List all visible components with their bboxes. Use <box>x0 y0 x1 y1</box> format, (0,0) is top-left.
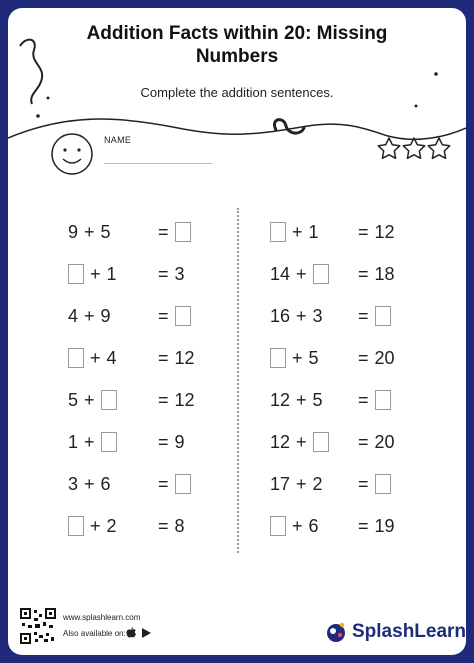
problem-row <box>246 296 466 338</box>
title-line-1: Addition Facts within 20: Missing <box>86 23 388 44</box>
title-line-2: Numbers <box>195 46 279 67</box>
problem-expression <box>270 430 370 452</box>
equals-sign: = <box>358 432 369 453</box>
addend-2: 6 <box>100 474 111 495</box>
column-divider <box>237 208 239 553</box>
plus-sign: + <box>296 306 307 327</box>
answer-box[interactable] <box>101 432 117 452</box>
answer-box[interactable] <box>68 348 84 368</box>
problem-expression <box>68 220 168 242</box>
problem-expression <box>68 262 168 284</box>
sum-value: 12 <box>174 348 195 369</box>
addend-2: 1 <box>106 264 117 285</box>
addend-2: 3 <box>312 306 323 327</box>
problem-result <box>358 220 395 242</box>
wave-line <box>8 119 466 139</box>
sum-value: 19 <box>374 516 395 537</box>
problem-expression <box>270 388 370 410</box>
answer-box[interactable] <box>175 306 191 326</box>
problem-expression <box>270 472 370 494</box>
dot-decoration <box>36 114 40 118</box>
problem-result <box>358 262 395 284</box>
page-title <box>8 22 466 68</box>
name-label: NAME <box>104 135 132 145</box>
addend-2: 2 <box>106 516 117 537</box>
problem-row <box>16 464 236 506</box>
problem-expression <box>270 346 370 368</box>
addend-2: 4 <box>106 348 117 369</box>
addend-1: 4 <box>68 306 79 327</box>
equals-sign: = <box>158 348 169 369</box>
plus-sign: + <box>84 432 95 453</box>
plus-sign: + <box>292 516 303 537</box>
addend-2: 5 <box>312 390 323 411</box>
plus-sign: + <box>296 474 307 495</box>
play-store-icon[interactable] <box>142 628 151 638</box>
problem-result <box>358 472 391 494</box>
problem-row <box>16 254 236 296</box>
problem-result <box>358 388 391 410</box>
plus-sign: + <box>292 222 303 243</box>
answer-box[interactable] <box>313 432 329 452</box>
sum-value: 8 <box>174 516 185 537</box>
answer-box[interactable] <box>175 474 191 494</box>
equals-sign: = <box>358 264 369 285</box>
qr-code-icon <box>20 608 56 644</box>
answer-box[interactable] <box>313 264 329 284</box>
addend-1: 17 <box>270 474 291 495</box>
sum-value: 9 <box>174 432 185 453</box>
addend-1: 5 <box>68 390 79 411</box>
problem-expression <box>270 220 370 242</box>
store-icons <box>125 627 155 639</box>
addend-1: 12 <box>270 432 291 453</box>
brand-name: SplashLearn <box>352 621 466 642</box>
problem-row <box>246 380 466 422</box>
dot-decoration <box>415 105 418 108</box>
addend-1: 1 <box>68 432 79 453</box>
equals-sign: = <box>358 306 369 327</box>
instructions: Complete the addition sentences. <box>140 85 334 100</box>
plus-sign: + <box>84 474 95 495</box>
name-input-line[interactable] <box>104 163 212 164</box>
addend-2: 5 <box>100 222 111 243</box>
plus-sign: + <box>84 390 95 411</box>
addend-2: 2 <box>312 474 323 495</box>
plus-sign: + <box>292 348 303 369</box>
problem-result <box>158 346 195 368</box>
addend-1: 3 <box>68 474 79 495</box>
problems-right-column <box>246 212 466 548</box>
addend-2: 5 <box>308 348 319 369</box>
sum-value: 18 <box>374 264 395 285</box>
problem-result <box>158 514 185 536</box>
problem-row <box>16 422 236 464</box>
problem-row <box>16 212 236 254</box>
available-on-label: Also available on: <box>63 629 126 638</box>
problem-expression <box>270 304 370 326</box>
problem-expression <box>68 346 168 368</box>
equals-sign: = <box>358 222 369 243</box>
equals-sign: = <box>358 516 369 537</box>
problem-result <box>358 514 395 536</box>
answer-box[interactable] <box>175 222 191 242</box>
star-outline-icon <box>378 138 399 158</box>
problem-result <box>158 304 191 326</box>
problem-row <box>246 422 466 464</box>
problems-left-column <box>16 212 236 548</box>
plus-sign: + <box>84 222 95 243</box>
problem-row <box>16 506 236 548</box>
sum-value: 20 <box>374 432 395 453</box>
addend-1: 16 <box>270 306 291 327</box>
apple-icon[interactable] <box>126 627 136 637</box>
problem-row <box>16 296 236 338</box>
answer-box[interactable] <box>375 474 391 494</box>
problem-result <box>158 220 191 242</box>
problem-row <box>16 338 236 380</box>
equals-sign: = <box>158 474 169 495</box>
problem-result <box>358 304 391 326</box>
sum-value: 20 <box>374 348 395 369</box>
problem-expression <box>68 472 168 494</box>
equals-sign: = <box>158 222 169 243</box>
website-link[interactable]: www.splashlearn.com <box>63 613 141 622</box>
plus-sign: + <box>296 432 307 453</box>
problem-result <box>158 430 185 452</box>
plus-sign: + <box>296 264 307 285</box>
addend-1: 14 <box>270 264 291 285</box>
problem-result <box>158 262 185 284</box>
sum-value: 12 <box>174 390 195 411</box>
star-outline-icon <box>428 138 449 158</box>
problem-expression <box>68 304 168 326</box>
smiley-face-icon <box>52 134 92 174</box>
dot-decoration <box>434 72 438 76</box>
addend-2: 1 <box>308 222 319 243</box>
plus-sign: + <box>90 516 101 537</box>
problem-row <box>246 464 466 506</box>
plus-sign: + <box>84 306 95 327</box>
equals-sign: = <box>158 516 169 537</box>
problem-expression <box>270 514 370 536</box>
equals-sign: = <box>358 390 369 411</box>
equals-sign: = <box>158 390 169 411</box>
problem-row <box>246 254 466 296</box>
equals-sign: = <box>158 306 169 327</box>
plus-sign: + <box>90 264 101 285</box>
worksheet <box>8 8 466 655</box>
problem-expression <box>68 514 168 536</box>
star-outline-icon <box>403 138 424 158</box>
problem-row <box>16 380 236 422</box>
answer-box[interactable] <box>68 516 84 536</box>
answer-box[interactable] <box>68 264 84 284</box>
plus-sign: + <box>296 390 307 411</box>
splashlearn-logo-icon <box>324 620 348 644</box>
addend-2: 6 <box>308 516 319 537</box>
problem-result <box>358 346 395 368</box>
problem-row <box>246 506 466 548</box>
equals-sign: = <box>158 432 169 453</box>
problem-result <box>158 472 191 494</box>
plus-sign: + <box>90 348 101 369</box>
footer <box>8 606 466 655</box>
problem-result <box>158 388 195 410</box>
sum-value: 3 <box>174 264 185 285</box>
answer-box[interactable] <box>375 390 391 410</box>
answer-box[interactable] <box>270 222 286 242</box>
sum-value: 12 <box>374 222 395 243</box>
problem-row <box>246 212 466 254</box>
answer-box[interactable] <box>101 390 117 410</box>
addend-2: 9 <box>100 306 111 327</box>
equals-sign: = <box>158 264 169 285</box>
equals-sign: = <box>358 474 369 495</box>
problem-result <box>358 430 395 452</box>
problem-expression <box>68 388 168 410</box>
problem-row <box>246 338 466 380</box>
addend-1: 12 <box>270 390 291 411</box>
answer-box[interactable] <box>270 516 286 536</box>
problem-expression <box>270 262 370 284</box>
answer-box[interactable] <box>375 306 391 326</box>
answer-box[interactable] <box>270 348 286 368</box>
equals-sign: = <box>358 348 369 369</box>
problem-expression <box>68 430 168 452</box>
addend-1: 9 <box>68 222 79 243</box>
